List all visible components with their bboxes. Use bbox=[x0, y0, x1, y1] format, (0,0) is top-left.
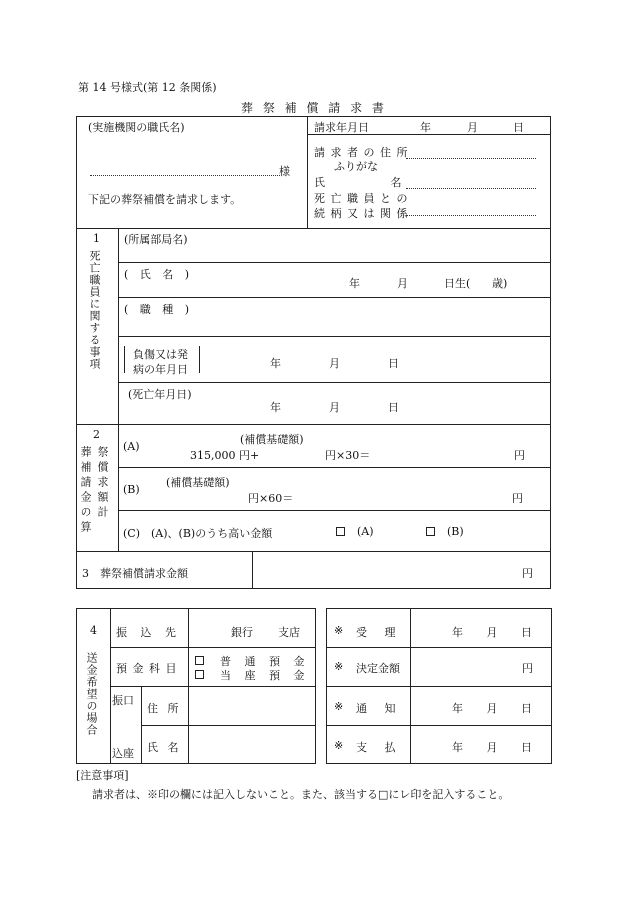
option-b-label: (B) bbox=[447, 525, 464, 538]
agency-label: (実施機関の職氏名) bbox=[88, 121, 185, 134]
section1-vertical-label: 死亡職員に関する事項 bbox=[88, 250, 101, 370]
calc-b-base-label: (補償基礎額) bbox=[166, 476, 230, 489]
sama-label: 様 bbox=[279, 165, 290, 178]
notice-date: 年 月 日 bbox=[452, 702, 532, 715]
calc-c-label: (C) (A)、(B)のうち高い金額 bbox=[123, 527, 273, 540]
transfer-label: 振 込 先 bbox=[116, 626, 178, 639]
request-day: 日 bbox=[513, 121, 524, 134]
section1-number: 1 bbox=[93, 232, 100, 245]
form-number: 第 14 号様式(第 12 条関係) bbox=[78, 81, 217, 94]
request-date-label: 請求年月日 bbox=[314, 121, 369, 134]
dept-label: (所属部局名) bbox=[124, 233, 188, 246]
account-address-label: 住 所 bbox=[147, 702, 179, 715]
bank-label: 銀行 bbox=[231, 626, 253, 639]
branch-label: 支店 bbox=[278, 626, 300, 639]
office-mark: ※ bbox=[334, 624, 344, 637]
injury-label-1: 負傷又は発 bbox=[133, 348, 188, 361]
notes-heading: [注意事項] bbox=[76, 769, 129, 782]
death-day: 日 bbox=[388, 401, 399, 414]
notes-text: 請求者は、※印の欄には記入しないこと。また、該当する□にレ印を記入すること。 bbox=[92, 788, 510, 801]
option-b-checkbox[interactable] bbox=[426, 527, 435, 536]
job-label: ( 職 種 ) bbox=[124, 303, 190, 316]
calc-b-label: (B) bbox=[123, 483, 140, 496]
received-date: 年 月 日 bbox=[452, 626, 532, 639]
calc-b-formula: 円×60＝ bbox=[248, 492, 294, 505]
decided-amount-yen: 円 bbox=[522, 662, 533, 675]
calc-a-formula-right: 円×30＝ bbox=[325, 449, 371, 462]
current-label: 当 座 預 金 bbox=[220, 669, 305, 682]
address-label: 請 求 者 の 住 所 bbox=[314, 146, 409, 159]
account-label-top: 振口 bbox=[112, 694, 134, 707]
request-text: 下記の葬祭補償を請求します。 bbox=[88, 193, 242, 206]
office-mark: ※ bbox=[334, 700, 344, 713]
notice-label: 通 知 bbox=[356, 702, 396, 715]
calc-a-yen: 円 bbox=[514, 449, 525, 462]
injury-month: 月 bbox=[329, 357, 340, 370]
received-label: 受 理 bbox=[356, 626, 396, 639]
ordinary-label: 普 通 預 金 bbox=[220, 655, 305, 668]
birth-year: 年 bbox=[349, 277, 360, 290]
request-month: 月 bbox=[467, 121, 478, 134]
death-month: 月 bbox=[329, 401, 340, 414]
account-label-bottom: 込座 bbox=[112, 747, 134, 760]
injury-day: 日 bbox=[388, 357, 399, 370]
section3-label: 3 葬祭補償請求金額 bbox=[82, 567, 188, 580]
option-a-checkbox[interactable] bbox=[336, 527, 345, 536]
relation-label-2: 続 柄 又 は 関 係 bbox=[314, 207, 409, 220]
death-year: 年 bbox=[270, 401, 281, 414]
deceased-name-label: ( 氏 名 ) bbox=[124, 268, 190, 281]
age-unit: 歳) bbox=[492, 277, 508, 290]
relation-field[interactable] bbox=[406, 215, 536, 216]
death-date-label: (死亡年月日) bbox=[128, 388, 192, 401]
section4-vertical-label: 送金希望の場合 bbox=[85, 652, 98, 736]
current-checkbox[interactable] bbox=[195, 670, 204, 679]
form-title: 葬 祭 補 償 請 求 書 bbox=[241, 101, 387, 115]
section4-number: 4 bbox=[90, 624, 97, 637]
payment-label: 支 払 bbox=[356, 741, 396, 754]
section2-number: 2 bbox=[93, 428, 100, 441]
request-year: 年 bbox=[420, 121, 431, 134]
section2-vertical-col1: 葬補請金の算 bbox=[79, 446, 92, 536]
deposit-type-label: 預 金 科 目 bbox=[116, 662, 178, 675]
decided-amount-label: 決定金額 bbox=[356, 662, 400, 675]
calc-b-yen: 円 bbox=[512, 492, 523, 505]
option-a-label: (A) bbox=[357, 525, 374, 538]
payment-date: 年 月 日 bbox=[452, 741, 532, 754]
account-name-label: 氏 名 bbox=[147, 741, 179, 754]
office-mark: ※ bbox=[334, 739, 344, 752]
birth-month: 月 bbox=[397, 277, 408, 290]
claimant-name-field[interactable] bbox=[406, 188, 536, 189]
office-mark: ※ bbox=[334, 660, 344, 673]
section3-yen: 円 bbox=[522, 567, 533, 580]
calc-a-label: (A) bbox=[123, 440, 140, 453]
agency-name-field[interactable] bbox=[90, 175, 280, 176]
birth-day: 日生( bbox=[444, 277, 471, 290]
furigana-label: ふりがな bbox=[334, 160, 378, 173]
section2-vertical-col2: 祭償求額計 bbox=[96, 446, 109, 521]
relation-label-1: 死 亡 職 員 と の bbox=[314, 192, 409, 205]
ordinary-checkbox[interactable] bbox=[195, 656, 204, 665]
calc-a-formula-left: 315,000 円+ bbox=[190, 449, 260, 462]
address-field[interactable] bbox=[406, 158, 536, 159]
injury-label-2: 病の年月日 bbox=[133, 363, 188, 376]
calc-a-base-label: (補償基礎額) bbox=[240, 433, 304, 446]
claimant-name-label: 氏 名 bbox=[314, 176, 402, 189]
injury-year: 年 bbox=[270, 357, 281, 370]
